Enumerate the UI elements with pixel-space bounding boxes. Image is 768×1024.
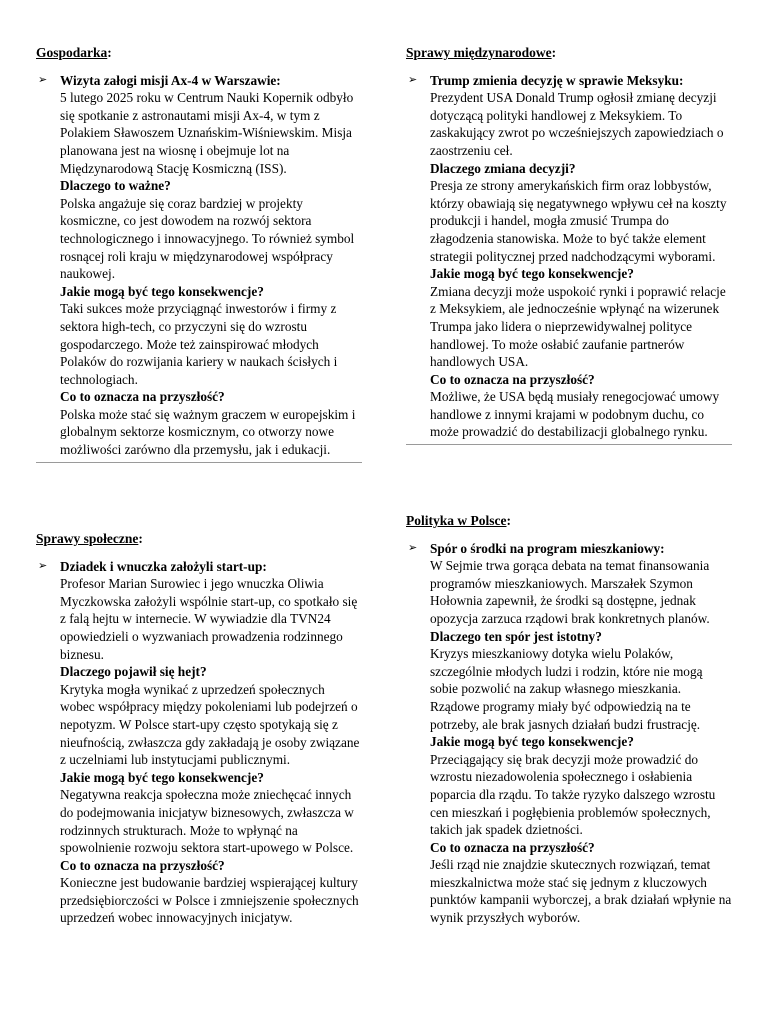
section-title: Sprawy społeczne: <box>36 531 143 546</box>
item-heading: Dziadek i wnuczka założyli start-up: <box>60 558 267 574</box>
item-intro: W Sejmie trwa gorąca debata na temat finansowania programów mieszkaniowych. Marszałek Szymon Hołownia zapewnił, że środki są dostępne, jednak opozycja zarzuca rządowi brak konkretnych planów. <box>430 558 710 626</box>
question-1: Dlaczego zmiana decyzji? <box>430 160 576 176</box>
answer-2: Przeciągający się brak decyzji może prowadzić do wzrostu niezadowolenia społecznego i osłabienia poparcia dla rządu. To także ryzyko dalszego wzrostu cen mieszkań i pogłębienia problemów społecznych, takich jak spadek dzietności. <box>430 751 716 838</box>
section-gospodarka <box>36 44 362 463</box>
question-3: Co to oznacza na przyszłość? <box>60 389 225 405</box>
section-title: Gospodarka: <box>36 45 112 60</box>
answer-3: Możliwe, że USA będą musiały renegocjować umowy handlowe z innymi krajami w podobnym duchu, co może prowadzić do destabilizacji globalnego rynku. <box>430 389 720 440</box>
item-intro: Prezydent USA Donald Trump ogłosił zmianę decyzji dotyczącą polityki handlowej z Meksykiem. To zaskakujący zwrot po wcześniejszych zapowiedziach o zaostrzeniu ceł. <box>430 90 724 158</box>
arrow-bullet-icon: ➢ <box>408 73 418 86</box>
question-3: Co to oznacza na przyszłość? <box>60 857 225 873</box>
question-2: Jakie mogą być tego konsekwencje? <box>60 769 264 785</box>
answer-2: Taki sukces może przyciągnąć inwestorów i firmy z sektora high-tech, co przyczyni się do wzrostu gospodarczego. Może też zainspirować młodych Polaków do rozwijania kariery w naukach ścisłych i technologiach. <box>60 301 338 387</box>
question-2: Jakie mogą być tego konsekwencje? <box>430 266 634 282</box>
question-1: Dlaczego pojawił się hejt? <box>60 664 207 680</box>
news-item <box>36 558 362 927</box>
section-sprawy-spoleczne <box>36 530 362 927</box>
arrow-bullet-icon: ➢ <box>408 541 418 554</box>
section-sprawy-miedzynarodowe <box>406 44 732 445</box>
news-item <box>36 72 362 459</box>
question-3: Co to oznacza na przyszłość? <box>430 839 595 855</box>
question-2: Jakie mogą być tego konsekwencje? <box>60 283 264 299</box>
item-heading: Spór o środki na program mieszkaniowy: <box>430 540 665 556</box>
question-3: Co to oznacza na przyszłość? <box>430 371 595 387</box>
answer-3: Jeśli rząd nie znajdzie skutecznych rozwiązań, temat mieszkalnictwa może stać się jednym z kluczowych punktów kampanii wyborczej, a brak działań wpłynie na wynik przyszłych wyborów. <box>430 857 732 926</box>
section-polityka-w-polsce <box>406 512 732 927</box>
news-item <box>406 72 732 441</box>
section-title: Sprawy międzynarodowe: <box>406 45 557 60</box>
item-heading: Wizyta załogi misji Ax-4 w Warszawie: <box>60 72 281 88</box>
answer-2: Negatywna reakcja społeczna może zniechęcać innych do podejmowania inicjatyw biznesowych, zwłaszcza w rodzinnych strukturach. Może to wpłynąć na spowolnienie rozwoju sektora start-upowego w Polsce. <box>60 787 354 856</box>
answer-1: Kryzys mieszkaniowy dotyka wielu Polaków, szczególnie młodych ludzi i rodzin, które nie mogą sobie pozwolić na zakup własnego mieszkania. Rządowe programy miały być odpowiedzią na te potrzeby, ale brak jasnych działań budzi frustrację. <box>430 646 703 732</box>
arrow-bullet-icon: ➢ <box>38 73 48 86</box>
section-divider <box>406 444 732 445</box>
item-intro: 5 lutego 2025 roku w Centrum Nauki Kopernik odbyło się spotkanie z astronautami misji Ax-4, w tym z Polakiem Sławoszem Uznańskim-Wiśniewskim. Misja planowana jest na wiosnę i obejmuje lot na Międzynarodową Stację Kosmiczną (ISS). <box>60 90 354 176</box>
section-title: Polityka w Polsce: <box>406 513 511 528</box>
question-2: Jakie mogą być tego konsekwencje? <box>430 734 634 750</box>
news-item <box>406 540 732 927</box>
answer-3: Konieczne jest budowanie bardziej wspierającej kultury przedsiębiorczości w Polsce i zmniejszenie społecznych uprzedzeń wobec innowacyjnych inicjatyw. <box>60 875 359 926</box>
question-1: Dlaczego to ważne? <box>60 178 171 194</box>
answer-3: Polska może stać się ważnym graczem w europejskim i globalnym sektorze kosmicznym, co otworzy nowe możliwości zarówno dla przemysłu, jak i edukacji. <box>60 406 356 458</box>
answer-2: Zmiana decyzji może uspokoić rynki i poprawić relacje z Meksykiem, ale jednocześnie wpłynąć na wizerunek Trumpa jako lidera o nieprzewidywalnej polityce handlowej. To może osłabić zaufanie partnerów handlowych USA. <box>430 283 726 370</box>
answer-1: Presja ze strony amerykańskich firm oraz lobbystów, którzy obawiają się negatywnego wpływu ceł na koszty produkcji i handel, mogła zmusić Trumpa do złagodzenia stanowiska. Może to być także element strategii politycznej przed nadchodzącymi wyborami. <box>430 178 727 264</box>
answer-1: Krytyka mogła wynikać z uprzedzeń społecznych wobec współpracy między pokoleniami lub podejrzeń o nepotyzm. W Polsce start-upy często spotykają się z nieufnością, zwłaszcza gdy zakładają je osoby związane z uczelniami lub instytucjami publicznymi. <box>60 681 360 768</box>
arrow-bullet-icon: ➢ <box>38 559 48 572</box>
item-intro: Profesor Marian Surowiec i jego wnuczka Oliwia Myczkowska założyli wspólnie start-up, co spotkało się z falą hejtu w internecie. W wywiadzie dla TVN24 opowiedzieli o wyzwaniach prowadzenia rodzinnego biznesu. <box>60 576 358 662</box>
question-1: Dlaczego ten spór jest istotny? <box>430 628 602 644</box>
section-divider <box>36 462 362 463</box>
item-heading: Trump zmienia decyzję w sprawie Meksyku: <box>430 72 684 88</box>
answer-1: Polska angażuje się coraz bardziej w projekty kosmiczne, co jest dowodem na rozwój sektora technologicznego i innowacyjnego. To również symbol rosnącej roli kraju w międzynarodowej współpracy naukowej. <box>60 195 355 282</box>
